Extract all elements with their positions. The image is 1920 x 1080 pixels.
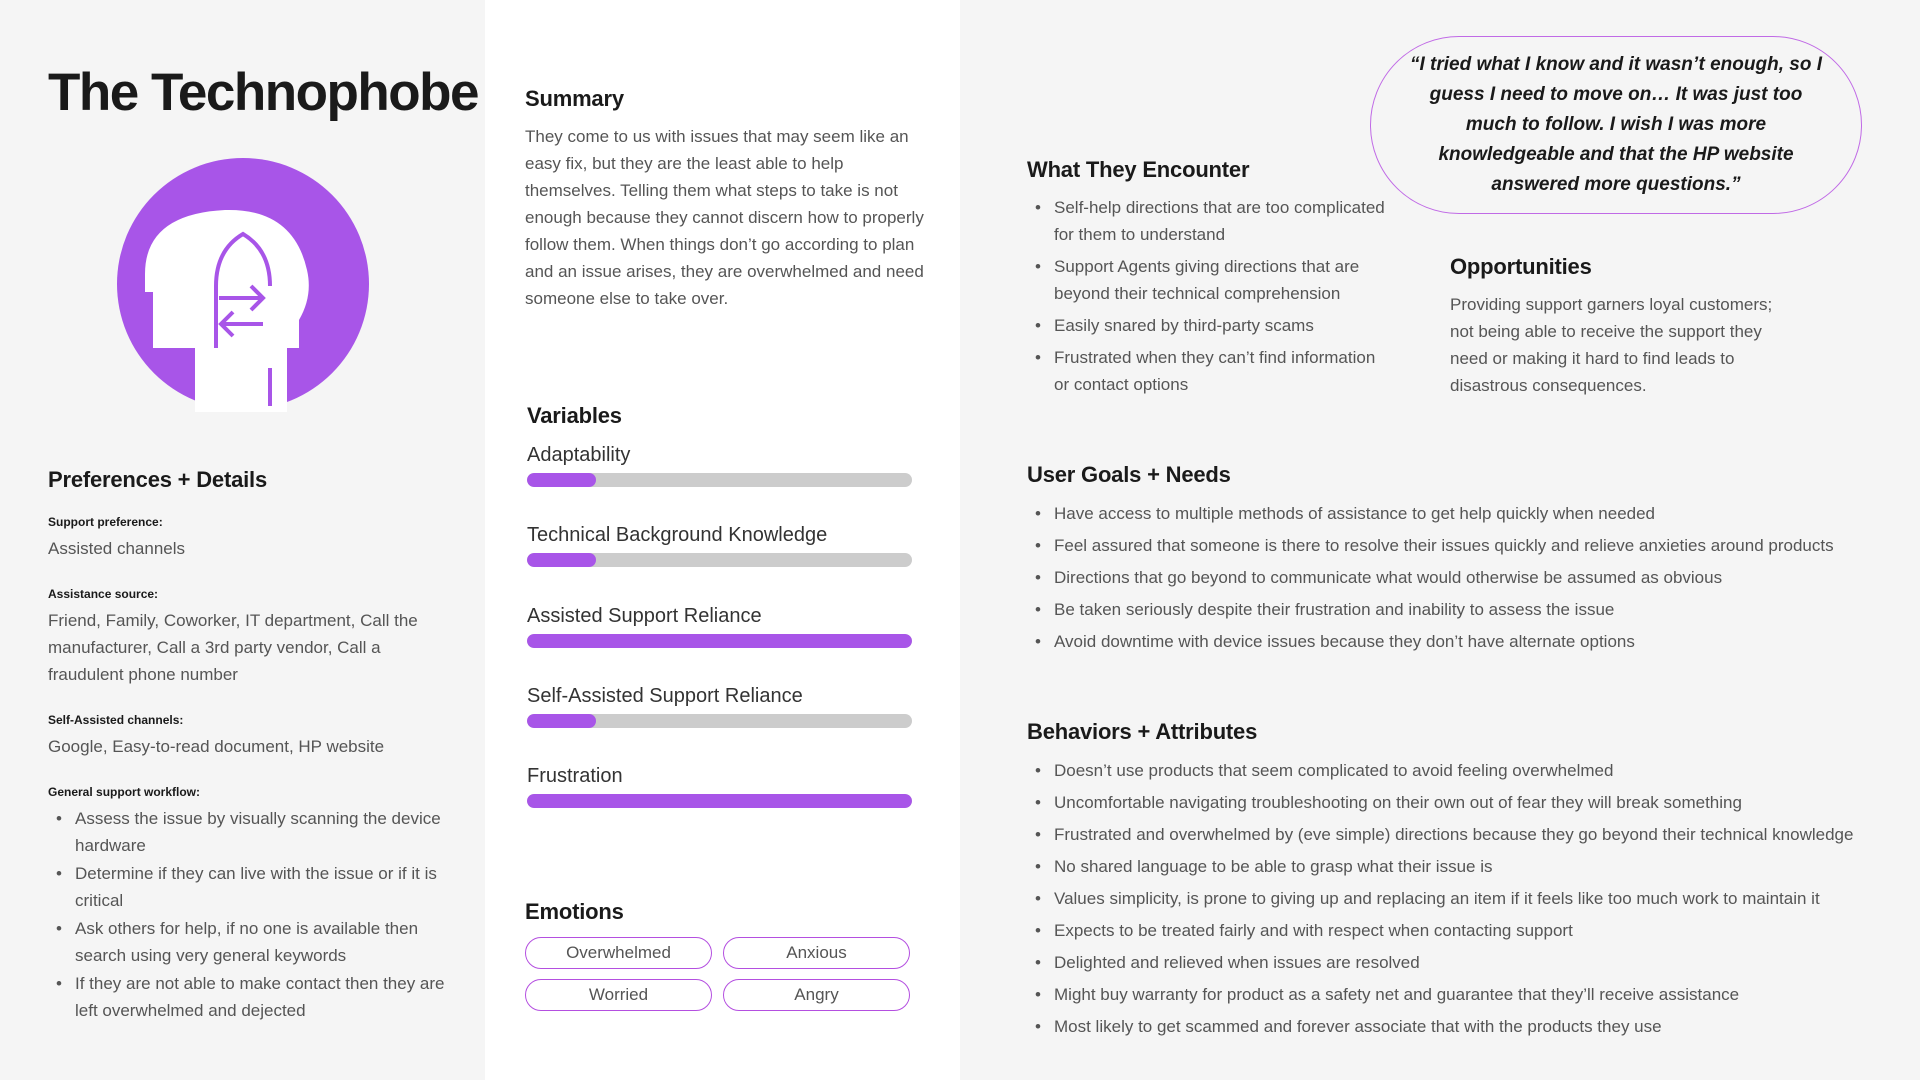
variable-fill — [527, 473, 596, 487]
variable-fill — [527, 714, 596, 728]
variable-track — [527, 553, 912, 567]
assistance-source-value: Friend, Family, Coworker, IT department, Call the manufacturer, Call a 3rd party vendor, Call a fraudulent phone number — [48, 611, 418, 684]
opportunities-text: Providing support garners loyal customers; not being able to receive the support they need or making it hard to find leads to disastrous consequences. — [1450, 295, 1773, 395]
list-item: • Directions that go beyond to communicate what would otherwise be assumed as obvious — [1027, 564, 1907, 591]
variable-label: Adaptability — [527, 444, 631, 466]
emotion-tag: Overwhelmed — [525, 937, 712, 969]
list-item: • Avoid downtime with device issues because they don’t have alternate options — [1027, 628, 1907, 655]
list-item: • No shared language to be able to grasp what their issue is — [1027, 853, 1907, 880]
variable-frustration — [527, 765, 912, 808]
variable-track — [527, 714, 912, 728]
support-preference-label: Support preference: — [48, 515, 163, 529]
list-item: • Values simplicity, is prone to giving up and replacing an item if it feels like too much work to maintain it — [1027, 885, 1907, 912]
emotion-tag: Angry — [723, 979, 910, 1011]
variable-label: Self-Assisted Support Reliance — [527, 685, 803, 707]
variable-fill — [527, 553, 596, 567]
summary-text: They come to us with issues that may seem like an easy fix, but they are the least able to help themselves. Telling them what steps to take is not enough because they cannot discern how to properly follow them. When things don’t go according to plan and an issue arises, they are overwhelmed and need someone else to take over. — [525, 127, 924, 308]
preferences-heading: Preferences + Details — [48, 467, 267, 492]
head-exchange-arrows-icon — [117, 158, 369, 414]
variable-track — [527, 634, 912, 648]
quote-bubble — [1370, 36, 1862, 214]
variable-label: Frustration — [527, 765, 623, 787]
list-item: • Delighted and relieved when issues are resolved — [1027, 949, 1907, 976]
variable-track — [527, 473, 912, 487]
list-item: • Easily snared by third-party scams — [1027, 312, 1387, 339]
list-item: • Support Agents giving directions that are beyond their technical comprehension — [1027, 253, 1387, 307]
variable-label: Technical Background Knowledge — [527, 524, 828, 546]
variables-heading: Variables — [527, 403, 622, 428]
variable-fill — [527, 634, 912, 648]
list-item: • Feel assured that someone is there to resolve their issues quickly and relieve anxieties around products — [1027, 532, 1907, 559]
variable-assisted-reliance — [527, 605, 912, 648]
list-item: • Assess the issue by visually scanning the device hardware — [48, 805, 448, 859]
persona-title: The Technophobe — [48, 63, 478, 122]
encounter-heading: What They Encounter — [1027, 157, 1250, 182]
assistance-source — [48, 587, 433, 688]
list-item: • Ask others for help, if no one is available then search using very general keywords — [48, 915, 448, 969]
list-item: • Be taken seriously despite their frustration and inability to assess the issue — [1027, 596, 1907, 623]
emotion-tag: Anxious — [723, 937, 910, 969]
support-preference — [48, 515, 448, 562]
workflow-label: General support workflow: — [48, 785, 201, 799]
list-item: • Expects to be treated fairly and with respect when contacting support — [1027, 917, 1907, 944]
list-item: • Determine if they can live with the issue or if it is critical — [48, 860, 448, 914]
list-item: • Have access to multiple methods of assistance to get help quickly when needed — [1027, 500, 1907, 527]
variable-technical-knowledge — [527, 524, 912, 567]
self-assisted-channels — [48, 713, 448, 760]
variable-track — [527, 794, 912, 808]
variable-fill — [527, 794, 912, 808]
list-item: • If they are not able to make contact then they are left overwhelmed and dejected — [48, 970, 448, 1024]
assistance-source-label: Assistance source: — [48, 587, 159, 601]
list-item: • Doesn’t use products that seem complicated to avoid feeling overwhelmed — [1027, 757, 1907, 784]
list-item: • Might buy warranty for product as a safety net and guarantee that they’ll receive assistance — [1027, 981, 1907, 1008]
self-assisted-value: Google, Easy-to-read document, HP website — [48, 737, 385, 756]
encounter-list — [1027, 194, 1387, 403]
opportunities-heading: Opportunities — [1450, 254, 1592, 279]
list-item: • Frustrated and overwhelmed by (eve simple) directions because they go beyond their technical knowledge — [1027, 821, 1907, 848]
variable-adaptability — [527, 444, 912, 487]
behaviors-list — [1027, 757, 1907, 1045]
variable-self-assisted-reliance — [527, 685, 912, 728]
list-item: • Uncomfortable navigating troubleshooting on their own out of fear they will break something — [1027, 789, 1907, 816]
list-item: • Self-help directions that are too complicated for them to understand — [1027, 194, 1387, 248]
list-item: • Frustrated when they can’t find information or contact options — [1027, 344, 1387, 398]
summary-heading: Summary — [525, 86, 624, 111]
workflow-list — [48, 805, 448, 1024]
behaviors-heading: Behaviors + Attributes — [1027, 719, 1258, 744]
goals-heading: User Goals + Needs — [1027, 462, 1231, 487]
emotion-tag: Worried — [525, 979, 712, 1011]
goals-list — [1027, 500, 1907, 660]
emotions-heading: Emotions — [525, 899, 624, 924]
variable-label: Assisted Support Reliance — [527, 605, 762, 627]
list-item: • Most likely to get scammed and forever associate that with the products they use — [1027, 1013, 1907, 1040]
general-support-workflow — [48, 785, 448, 1025]
self-assisted-label: Self-Assisted channels: — [48, 713, 184, 727]
quote-text: “I tried what I know and it wasn’t enough, so I guess I need to move on… It was just too much to follow. I wish I was more knowledgeable and that the HP website answered more questions.” — [1409, 54, 1823, 195]
support-preference-value: Assisted channels — [48, 539, 186, 558]
